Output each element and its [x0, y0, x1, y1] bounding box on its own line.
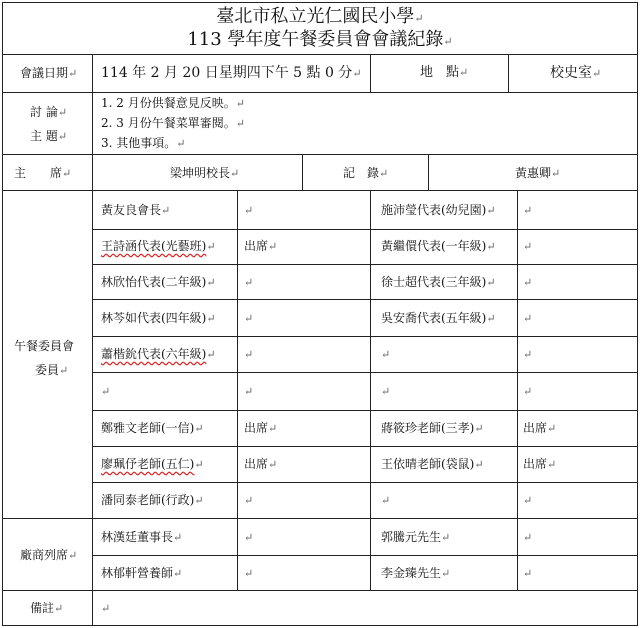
committee-left-status: 出席↵	[244, 239, 278, 253]
hline-remarks	[2, 590, 638, 591]
hline-committee-5	[92, 372, 638, 373]
agenda-item: 3. 其他事項。↵	[101, 136, 186, 150]
border-right	[637, 2, 638, 626]
committee-right-status: ↵	[523, 312, 533, 325]
border-bottom	[2, 625, 638, 626]
vendor-right-status: ↵	[523, 531, 533, 544]
hline-committee-8	[92, 482, 638, 483]
committee-left-name: 鄭雅文老師(一信)↵	[101, 421, 204, 435]
committee-left-name: 林芩如代表(四年級)↵	[101, 311, 216, 325]
committee-right-status: ↵	[523, 204, 533, 217]
document-title-line2: 113 學年度午餐委員會會議紀錄↵	[187, 29, 453, 50]
committee-right-name: 施沛瑩代表(幼兒園)↵	[381, 203, 496, 217]
meeting-place-label: 地 點↵	[420, 65, 469, 80]
hline-vendors-1	[92, 555, 638, 556]
vendor-left-status: ↵	[244, 567, 254, 580]
committee-left-status: 出席↵	[244, 457, 278, 471]
committee-right-name: 蔣筱珍老師(三孝)↵	[381, 421, 484, 435]
committee-left-status: ↵	[244, 385, 254, 398]
hline-committee-7	[92, 446, 638, 447]
agenda-item: 2. 3 月份午餐菜單審閱。↵	[101, 116, 245, 130]
committee-left-status: ↵	[244, 276, 254, 289]
meeting-date-label: 會議日期↵	[20, 66, 78, 80]
committee-right-name: ↵	[381, 385, 391, 398]
committee-left-name: 蕭楷鈗代表(六年級)↵	[101, 347, 216, 361]
committee-right-name: 王依晴老師(袋鼠)↵	[381, 457, 484, 471]
chair-value: 梁坤明校長↵	[170, 166, 240, 180]
committee-label-line1: 午餐委員會	[14, 339, 75, 353]
committee-left-status: ↵	[244, 204, 254, 217]
committee-left-name: 王詩涵代表(光藝班)↵	[101, 239, 216, 253]
committee-right-name: ↵	[381, 348, 391, 361]
vendor-left-name: 林郁軒營養師↵	[101, 566, 183, 580]
committee-right-status: 出席↵	[523, 457, 557, 471]
hline-committee-2	[92, 264, 638, 265]
hline-agenda	[2, 154, 638, 155]
committee-left-status: ↵	[244, 494, 254, 507]
remarks-value: ↵	[101, 602, 111, 615]
vline-grid-3	[517, 190, 518, 590]
agenda-label-line2: 主 題↵	[30, 129, 68, 143]
committee-left-name: 潘同泰老師(行政)↵	[101, 493, 204, 507]
committee-right-status: ↵	[523, 348, 533, 361]
meeting-date-value: 114 年 2 月 20 日星期四下午 5 點 0 分↵	[101, 65, 362, 81]
committee-left-name: ↵	[101, 385, 111, 398]
hline-chair	[2, 190, 638, 191]
hline-date	[2, 92, 638, 93]
committee-left-status: ↵	[244, 348, 254, 361]
vline-grid-1	[237, 190, 238, 590]
vendors-label: 廠商列席↵	[20, 548, 78, 562]
vline-grid-2	[370, 190, 371, 590]
committee-right-name: 黃繼儇代表(一年級)↵	[381, 239, 496, 253]
committee-left-name: 林欣怡代表(二年級)↵	[101, 275, 216, 289]
committee-right-status: ↵	[523, 385, 533, 398]
vendor-right-name: 郭騰元先生↵	[381, 530, 451, 544]
hline-committee-3	[92, 299, 638, 300]
hline-committee-6	[92, 410, 638, 411]
vline-chair-2	[428, 154, 429, 190]
committee-right-name: ↵	[381, 494, 391, 507]
remarks-label: 備註↵	[30, 601, 64, 615]
agenda-item: 1. 2 月份供餐意見反映。↵	[101, 96, 245, 110]
vendor-right-status: ↵	[523, 567, 533, 580]
committee-right-status: ↵	[523, 240, 533, 253]
recorder-label: 記 錄↵	[343, 166, 389, 180]
agenda-label-line1: 討 論↵	[30, 105, 68, 119]
hline-committee-1	[92, 229, 638, 230]
committee-right-status: 出席↵	[523, 421, 557, 435]
document-title-line1: 臺北市私立光仁國民小學↵	[216, 6, 424, 27]
committee-left-name: 黃友良會長↵	[101, 203, 171, 217]
hline-vendors	[2, 518, 638, 519]
hline-title	[2, 54, 638, 55]
committee-label-line2: 委員↵	[35, 363, 69, 377]
vline-date-2	[508, 54, 509, 92]
committee-right-name: 吳安喬代表(五年級)↵	[381, 311, 496, 325]
recorder-value: 黃惠卿↵	[515, 166, 561, 180]
committee-right-status: ↵	[523, 276, 533, 289]
committee-right-name: 徐士超代表(三年級)↵	[381, 275, 496, 289]
border-left	[2, 2, 3, 626]
committee-left-status: ↵	[244, 312, 254, 325]
vendor-left-status: ↵	[244, 531, 254, 544]
border-top	[2, 2, 638, 3]
committee-right-status: ↵	[523, 494, 533, 507]
chair-label: 主 席↵	[14, 166, 72, 180]
hline-committee-4	[92, 336, 638, 337]
vline-chair-1	[302, 154, 303, 190]
committee-left-name: 廖珮伃老師(五仁)↵	[101, 457, 204, 471]
meeting-place-value: 校史室↵	[550, 65, 602, 81]
vendor-right-name: 李金臻先生↵	[381, 566, 451, 580]
vendor-left-name: 林漢廷董事長↵	[101, 530, 183, 544]
committee-left-status: 出席↵	[244, 421, 278, 435]
vline-label	[92, 54, 93, 625]
vline-date-1	[370, 54, 371, 92]
